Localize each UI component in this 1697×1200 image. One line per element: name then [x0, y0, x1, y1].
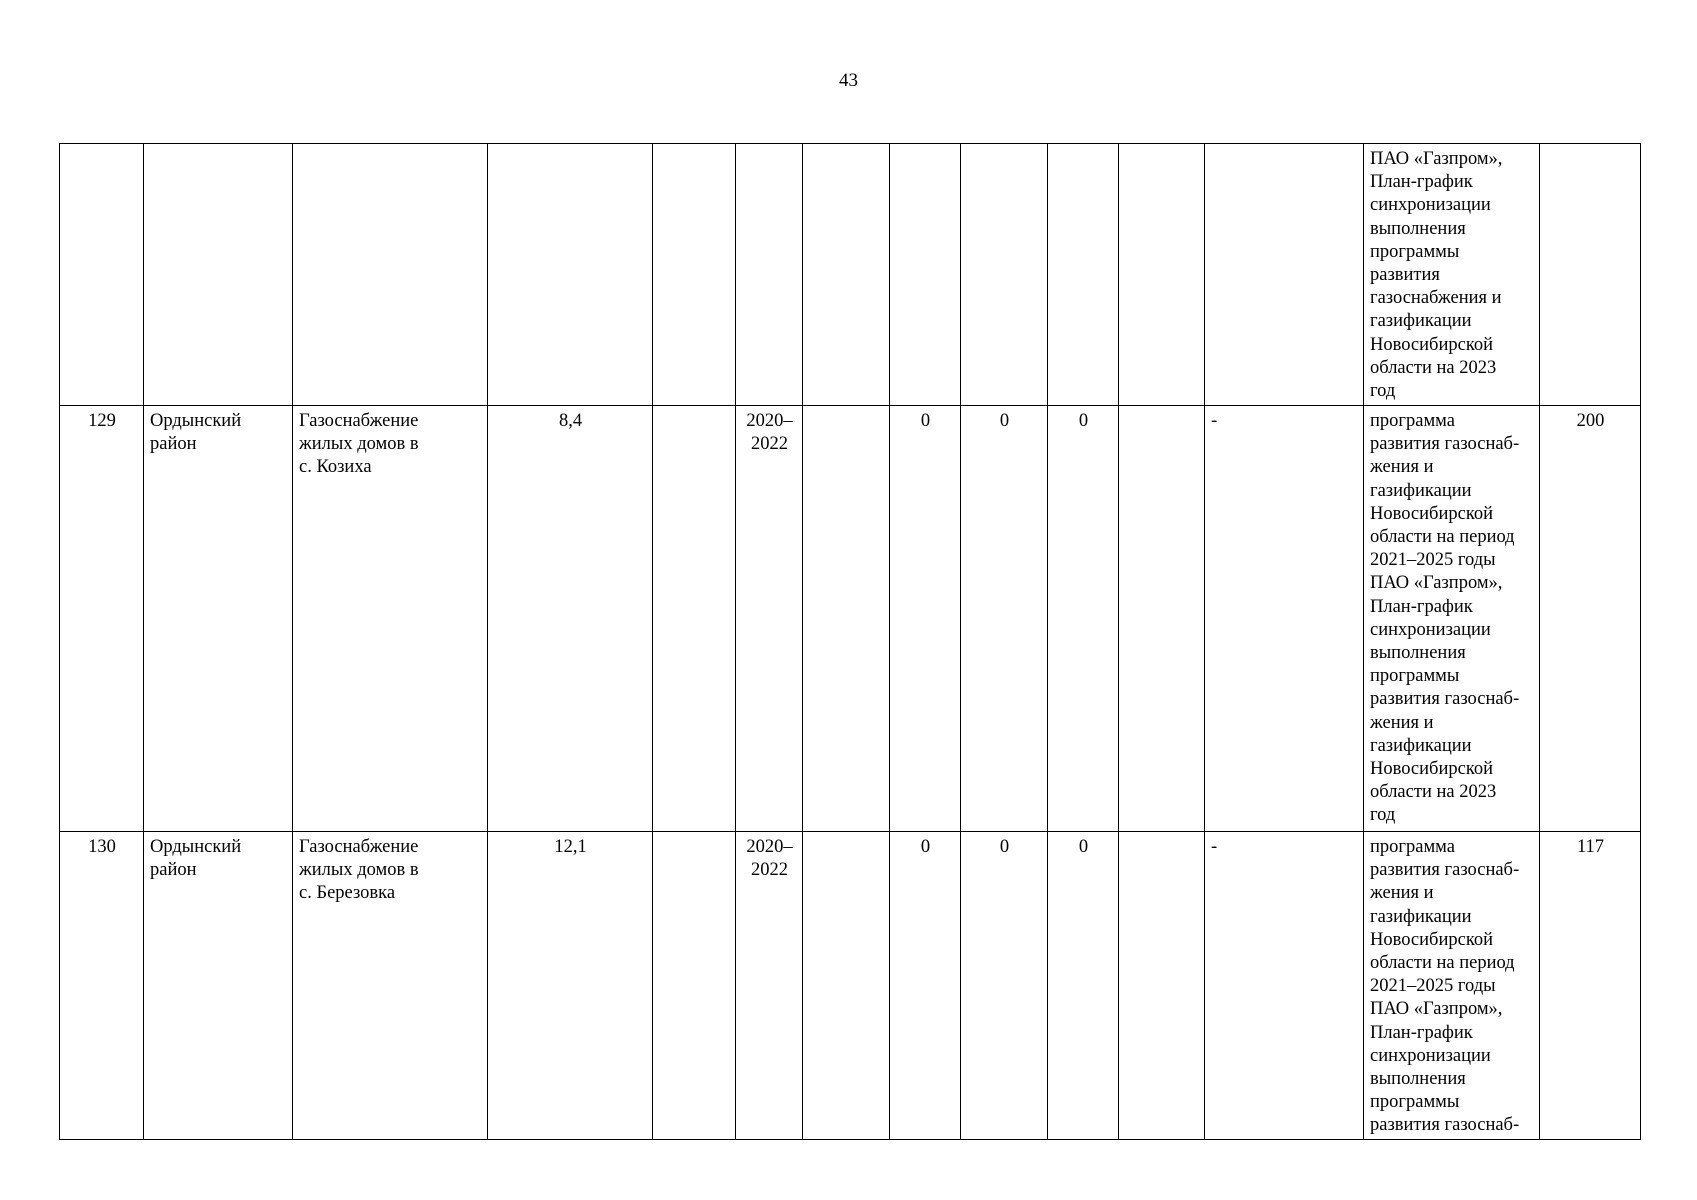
object-line: жилых домов в	[299, 860, 419, 881]
cell-object	[293, 406, 488, 832]
cell-value-2: 0	[961, 406, 1048, 832]
cell-value-1: 0	[890, 832, 961, 1140]
cell-length	[488, 144, 653, 406]
cell-last-value: 117	[1540, 832, 1641, 1140]
source-line: программа	[1370, 411, 1455, 431]
table-row	[60, 832, 1641, 1140]
source-line: газификации	[1370, 735, 1472, 756]
cell-value-3: 0	[1048, 832, 1119, 1140]
source-line: Новосибирской	[1370, 929, 1494, 950]
cell-last-value	[1540, 144, 1641, 406]
table-row	[60, 406, 1641, 832]
object-line: Газоснабжение	[299, 837, 419, 857]
cell-source	[1364, 406, 1540, 832]
cell-value-3: 0	[1048, 406, 1119, 832]
cell-district	[144, 832, 293, 1140]
source-line: План-график	[1370, 1022, 1473, 1043]
object-line: с. Козиха	[299, 457, 372, 478]
cell-mark: -	[1205, 832, 1364, 1140]
source-line: области на период	[1370, 527, 1515, 548]
source-line: области на период	[1370, 953, 1515, 974]
cell-number: 129	[60, 406, 144, 832]
years-line: 2020–	[746, 837, 793, 857]
source-line: жения и	[1370, 712, 1434, 733]
cell-empty-2	[803, 406, 890, 832]
source-line: программы	[1370, 241, 1460, 262]
source-line: год	[1370, 805, 1396, 826]
source-line: области на 2023	[1370, 782, 1497, 803]
source-line: жения и	[1370, 883, 1434, 904]
cell-mark	[1205, 144, 1364, 406]
source-line: развития газоснаб-	[1370, 860, 1520, 881]
object-line: Газоснабжение	[299, 411, 419, 431]
source-line: 2021–2025 годы	[1370, 550, 1496, 571]
source-line: развития	[1370, 265, 1440, 286]
cell-empty-1	[653, 144, 736, 406]
source-line: выполнения	[1370, 643, 1466, 664]
source-line: выполнения	[1370, 1069, 1466, 1090]
years-line: 2022	[751, 860, 788, 881]
district-line: Ордынский	[150, 411, 242, 431]
source-line: ПАО «Газпром»,	[1370, 149, 1503, 169]
source-line: развития газоснаб-	[1370, 434, 1520, 455]
cell-source	[1364, 832, 1540, 1140]
cell-empty-3	[1119, 144, 1205, 406]
cell-empty-1	[653, 832, 736, 1140]
cell-district	[144, 144, 293, 406]
cell-mark: -	[1205, 406, 1364, 832]
district-line: район	[150, 860, 197, 881]
table-row-continuation	[60, 144, 1641, 406]
source-line: Новосибирской	[1370, 759, 1494, 780]
source-line: План-график	[1370, 596, 1473, 617]
cell-number: 130	[60, 832, 144, 1140]
cell-value-2: 0	[961, 832, 1048, 1140]
source-line: синхронизации	[1370, 619, 1491, 640]
years-line: 2022	[751, 434, 788, 455]
source-line: синхронизации	[1370, 195, 1491, 216]
source-line: газоснабжения и	[1370, 288, 1502, 309]
source-line: ПАО «Газпром»,	[1370, 573, 1503, 594]
object-line: с. Березовка	[299, 883, 396, 904]
source-line: ПАО «Газпром»,	[1370, 999, 1503, 1020]
data-table	[59, 143, 1641, 1140]
cell-district	[144, 406, 293, 832]
cell-empty-3	[1119, 832, 1205, 1140]
cell-source	[1364, 144, 1540, 406]
source-line: Новосибирской	[1370, 503, 1494, 524]
cell-empty-1	[653, 406, 736, 832]
source-line: газификации	[1370, 906, 1472, 927]
source-line: выполнения	[1370, 218, 1466, 239]
cell-empty-3	[1119, 406, 1205, 832]
source-line: жения и	[1370, 457, 1434, 478]
source-line: развития газоснаб-	[1370, 689, 1520, 710]
cell-length: 8,4	[488, 406, 653, 832]
source-line: газификации	[1370, 480, 1472, 501]
source-line: 2021–2025 годы	[1370, 976, 1496, 997]
cell-empty-2	[803, 832, 890, 1140]
cell-length: 12,1	[488, 832, 653, 1140]
source-line: развития газоснаб-	[1370, 1115, 1520, 1136]
source-line: год	[1370, 381, 1396, 402]
cell-last-value: 200	[1540, 406, 1641, 832]
cell-value-1	[890, 144, 961, 406]
cell-number	[60, 144, 144, 406]
district-line: район	[150, 434, 197, 455]
cell-value-1: 0	[890, 406, 961, 832]
cell-value-3	[1048, 144, 1119, 406]
cell-empty-2	[803, 144, 890, 406]
cell-years	[736, 406, 803, 832]
cell-object	[293, 144, 488, 406]
source-line: программы	[1370, 1092, 1460, 1113]
cell-years	[736, 144, 803, 406]
source-line: газификации	[1370, 311, 1472, 332]
years-line: 2020–	[746, 411, 793, 431]
cell-object	[293, 832, 488, 1140]
source-line: План-график	[1370, 172, 1473, 193]
source-line: программа	[1370, 837, 1455, 857]
cell-value-2	[961, 144, 1048, 406]
source-line: программы	[1370, 666, 1460, 687]
source-line: синхронизации	[1370, 1045, 1491, 1066]
page-number: 43	[839, 70, 858, 91]
cell-years	[736, 832, 803, 1140]
source-line: области на 2023	[1370, 357, 1497, 378]
object-line: жилых домов в	[299, 434, 419, 455]
source-line: Новосибирской	[1370, 334, 1494, 355]
district-line: Ордынский	[150, 837, 242, 857]
